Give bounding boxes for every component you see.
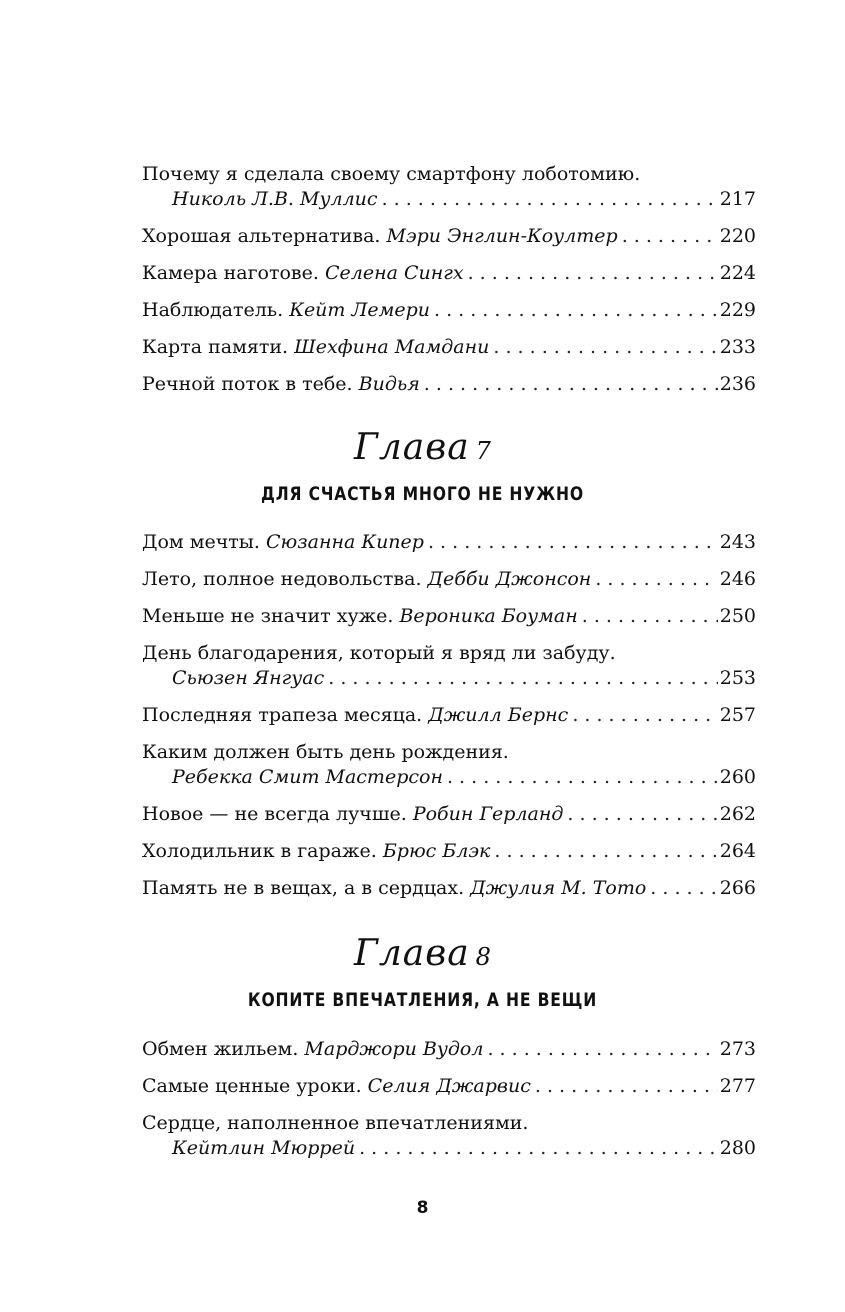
entry-page-number: 266 — [719, 877, 756, 899]
entry-author: Сьюзен Янгуас — [172, 667, 325, 689]
dot-leader — [572, 703, 717, 728]
entry-author: Дебби Джонсон — [427, 568, 592, 590]
entry-title: Новое — не всегда лучше. — [142, 803, 407, 825]
entry-title: Каким должен быть день рождения. — [142, 741, 509, 763]
dot-leader — [582, 604, 718, 629]
dot-leader — [468, 261, 718, 286]
toc-entry — [142, 876, 756, 901]
entry-title: Наблюдатель. — [142, 299, 284, 321]
entry-title: Последняя трапеза месяца. — [142, 704, 423, 726]
toc-entry — [142, 298, 756, 323]
entry-page-number: 236 — [719, 373, 756, 395]
toc-entry — [142, 530, 756, 555]
toc-entry — [142, 261, 756, 286]
toc-entry — [142, 641, 756, 691]
chapter-number: 8 — [475, 943, 491, 971]
entry-page-number: 280 — [719, 1137, 756, 1159]
toc-entry — [142, 1037, 756, 1062]
toc-entry — [142, 839, 756, 864]
entry-page-number: 262 — [719, 803, 756, 825]
entry-title: Речной поток в тебе. — [142, 373, 353, 395]
dot-leader — [424, 372, 718, 397]
entry-author: Кейт Лемери — [289, 299, 430, 321]
dot-leader — [494, 839, 717, 864]
entry-author: Джулия М. Тото — [470, 877, 647, 899]
chapter-word: Глава — [354, 427, 470, 468]
entry-page-number: 243 — [719, 531, 756, 553]
entry-author: Селена Сингх — [324, 262, 464, 284]
dot-leader — [622, 224, 718, 249]
entry-author: Видья — [358, 373, 420, 395]
entry-author: Шехфина Мамдани — [294, 336, 490, 358]
dot-leader — [447, 765, 718, 790]
toc-entry — [142, 1111, 756, 1161]
chapter-7-heading — [0, 428, 845, 468]
entry-title: Обмен жильем. — [142, 1038, 299, 1060]
toc-entry — [142, 1074, 756, 1099]
entry-title: День благодарения, который я вряд ли забуду. — [142, 642, 616, 664]
entry-page-number: 260 — [719, 766, 756, 788]
dot-leader — [382, 187, 718, 212]
chapter-7-subtitle: ДЛЯ СЧАСТЬЯ МНОГО НЕ НУЖНО — [261, 483, 584, 505]
entry-author: Брюс Блэк — [382, 840, 491, 862]
toc-entry — [142, 604, 756, 629]
entry-page-number: 250 — [719, 605, 756, 627]
chapter-number: 7 — [475, 437, 491, 465]
entry-author: Селия Джарвис — [367, 1075, 531, 1097]
dot-leader — [434, 298, 718, 323]
chapter-8-heading — [0, 934, 845, 974]
entry-title: Хорошая альтернатива. — [142, 225, 381, 247]
entry-title: Карта памяти. — [142, 336, 289, 358]
dot-leader — [567, 802, 717, 827]
entry-author: Мэри Энглин-Коултер — [386, 225, 618, 247]
entry-title: Дом мечты. — [142, 531, 260, 553]
toc-entry — [142, 162, 756, 212]
entry-title: Холодильник в гараже. — [142, 840, 377, 862]
entry-page-number: 273 — [719, 1038, 756, 1060]
entry-page-number: 224 — [719, 262, 756, 284]
entry-title: Память не в вещах, а в сердцах. — [142, 877, 465, 899]
entry-author: Кейтлин Мюррей — [172, 1137, 356, 1159]
page-number: 8 — [416, 1198, 429, 1218]
entry-page-number: 253 — [719, 667, 756, 689]
toc-entry — [142, 567, 756, 592]
toc-group-3 — [142, 1037, 756, 1173]
entry-page-number: 264 — [719, 840, 756, 862]
chapter-8-subtitle: КОПИТЕ ВПЕЧАТЛЕНИЯ, А НЕ ВЕЩИ — [247, 989, 598, 1011]
entry-title: Камера наготове. — [142, 262, 319, 284]
entry-author: Сюзанна Кипер — [266, 531, 424, 553]
toc-entry — [142, 703, 756, 728]
toc-entry — [142, 740, 756, 790]
entry-title: Меньше не значит хуже. — [142, 605, 394, 627]
entry-title: Почему я сделала своему смартфону лоботомию. — [142, 163, 641, 185]
chapter-word: Глава — [354, 933, 470, 974]
entry-author: Ребекка Смит Мастерсон — [172, 766, 443, 788]
entry-author: Робин Герланд — [412, 803, 564, 825]
dot-leader — [595, 567, 717, 592]
toc-entry — [142, 335, 756, 360]
toc-group-1 — [142, 162, 756, 409]
entry-title: Лето, полное недовольства. — [142, 568, 422, 590]
entry-title: Сердце, наполненное впечатлениями. — [142, 1112, 529, 1134]
dot-leader — [493, 335, 717, 360]
toc-entry — [142, 802, 756, 827]
dot-leader — [650, 876, 717, 901]
dot-leader — [328, 666, 718, 691]
entry-page-number: 217 — [719, 188, 756, 210]
entry-author: Вероника Боуман — [399, 605, 578, 627]
toc-entry — [142, 224, 756, 249]
dot-leader — [359, 1136, 718, 1161]
entry-page-number: 257 — [719, 704, 756, 726]
entry-author: Марджори Вудол — [304, 1038, 484, 1060]
toc-group-2 — [142, 530, 756, 913]
dot-leader — [535, 1074, 718, 1099]
entry-page-number: 220 — [719, 225, 756, 247]
entry-page-number: 229 — [719, 299, 756, 321]
entry-page-number: 277 — [719, 1075, 756, 1097]
entry-author: Николь Л.В. Муллис — [172, 188, 378, 210]
entry-title: Самые ценные уроки. — [142, 1075, 362, 1097]
entry-author: Джилл Бернс — [428, 704, 569, 726]
dot-leader — [428, 530, 718, 555]
entry-page-number: 246 — [719, 568, 756, 590]
dot-leader — [487, 1037, 717, 1062]
toc-entry — [142, 372, 756, 397]
entry-page-number: 233 — [719, 336, 756, 358]
